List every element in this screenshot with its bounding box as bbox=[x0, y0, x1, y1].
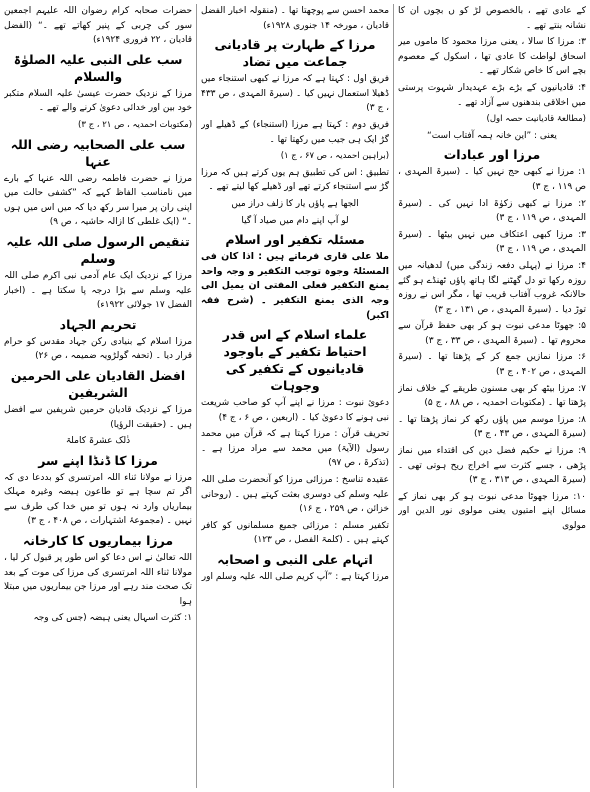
section-heading: تنقیص الرسول صلی اللہ علیہ وسلم bbox=[6, 233, 190, 266]
paragraph: تطبیق : اس کی تطبیق ہم یوں کرتے ہیں کہ مرزا گڑ سے استنجاء کرتے تھے اور ڈھیلے کھا لیتے تھے ۔ bbox=[201, 167, 390, 193]
paragraph: ۴: مرزا نے (پہلی دفعہ زندگی میں) لدھیانہ میں روزہ رکھا تو دل گھٹنے لگا ہاتھ پاؤں ٹھنڈے ہو گئے حالانکہ غروب آفتاب قریب تھا ، مگر اس نے روزہ توڑ دیا ۔ (سیرۃ المہدی ، ص ۱۳۱ ، ج ۳) bbox=[398, 260, 586, 315]
paragraph: الجھا ہے پاؤں یار کا زلف دراز میں bbox=[231, 198, 359, 209]
paragraph: دعوئ نبوت : مرزا نے اپنے آپ کو صاحب شریعت نبی ہونے کا دعویٰ کیا ۔ (اربعین ، ص ۶ ، ج ۴) bbox=[201, 398, 390, 423]
paragraph: ذٰلک عشرۃ کاملۃ bbox=[65, 436, 131, 447]
paragraph: مرزا کہتا ہے : ”آپ کریم صلی اللہ علیہ وسلم اور bbox=[201, 572, 390, 583]
paragraph: مرزا نے مولانا ثناء اللہ امرتسری کو بددعا دی کہ اگر تم سچا ہے تو طاعون ہیضہ وغیرہ مہلک بیماریاں وارد نہ ہوں تو میں خدا کی طرف سے نہیں ۔ (مجموعۂ اشتہارات ، ص ۴۰۸ ، ج ۳) bbox=[4, 472, 193, 527]
section-heading: مرزا کا ڈنڈا اپنے سر bbox=[38, 452, 158, 468]
paragraph: تکفیر مسلم : مرزائی جمیع مسلمانوں کو کافر کہتے ہیں ۔ (کلمۃ الفصل ، ص ۱۲۳) bbox=[201, 520, 390, 546]
paragraph: ۳: مرزا کبھی اعتکاف میں نہیں بیٹھا ۔ (سیرۃ المہدی ، ص ۱۱۹ ، ج ۳) bbox=[398, 229, 586, 255]
paragraph: ۱: مرزا نے کبھی حج نہیں کیا ۔ (سیرۃ المہدی ، ص ۱۱۹ ، ج ۳) bbox=[398, 167, 586, 192]
section-heading: مرزا اور عبادات bbox=[443, 147, 541, 163]
paragraph: ۵: جھوٹا مدعی نبوت ہو کر بھی حفظ قرآن سے محروم تھا ۔ (سیرۃ المہدی ، ص ۳۳ ، ج ۳) bbox=[398, 321, 586, 346]
section-heading: افضل القادیان علی الحرمین الشریفین bbox=[10, 367, 186, 400]
paragraph: محمد احسن سے پوچھتا تھا ۔ (منقولہ اخبار الفضل قادیان ، مورخہ ۱۴ جنوری ۱۹۲۸ء) bbox=[201, 6, 390, 31]
paragraph: ۴: قادیانیوں کے بڑے بڑے عہدیدار شہوت پرستی میں اخلاقی بندھنوں سے آزاد تھے ۔ bbox=[398, 82, 586, 108]
section-heading: سب علی النبی علیہ الصلوٰۃ والسلام bbox=[13, 51, 183, 84]
text-column-right bbox=[398, 4, 586, 788]
paragraph: ۳: مرزا کا سالا ، یعنی مرزا محمود کا ماموں میر اسحاق لواطت کا عادی تھا ، اسکول کے معصوم بچے اس کا خاص شکار تھے ۔ bbox=[398, 37, 586, 77]
paragraph: ۹: مرزا نے حکیم فضل دین کی اقتداء میں نماز پڑھی ، جسے کثرت سے اخراج ریح ہوتی تھی ۔ (سیرۃ المہدی ، ص ۳۱۳ ، ج ۳) bbox=[398, 446, 586, 486]
section-heading: اتہام علی النبی و اصحابہ bbox=[217, 552, 373, 568]
section-heading: تحریم الجہاد bbox=[59, 316, 137, 332]
column-divider bbox=[393, 4, 394, 788]
paragraph: تحریف قرآن : مرزا کہتا ہے کہ قرآن میں محمد رسول (الآیۃ) میں محمد سے مراد مرزا ہے ۔ (تذکرۃ ، ص ۹۷) bbox=[201, 429, 390, 469]
paragraph: مرزا کے نزدیک قادیان حرمین شریفین سے افضل ہیں ۔ (حقیقت الرؤیا) bbox=[4, 404, 193, 430]
paragraph: ۲: مرزا نے کبھی زکوٰۃ ادا نہیں کی ۔ (سیرۃ المہدی ، ص ۱۱۹ ، ج ۳) bbox=[398, 198, 586, 224]
paragraph: ۷: مرزا بیٹھ کر بھی مسنون طریقے کے خلاف نماز پڑھتا تھا ۔ (مکتوبات احمدیہ ، ص ۸۸ ، ج ۵) bbox=[398, 383, 586, 409]
section-heading: مسئلہ تکفیر اور اسلام bbox=[225, 232, 365, 248]
paragraph: (مطالعۂ قادیانیت حصہ اول) bbox=[486, 114, 586, 125]
paragraph: ۶: مرزا نمازیں جمع کر کے پڑھتا تھا ۔ (سیرۃ المہدی ، ص ۴۰۲ ، ج ۳) bbox=[398, 352, 586, 378]
paragraph: ۸: مرزا موسم میں پاؤں رکھ کر نماز پڑھتا تھا ۔ (سیرۃ المہدی ، ص ۴۳ ، ج ۳) bbox=[398, 414, 586, 440]
text-column-left bbox=[4, 4, 192, 788]
section-heading: مرزا کے طہارت پر قادیانی جماعت میں تضاد bbox=[214, 37, 376, 70]
paragraph: اللہ تعالیٰ نے اس دعا کو اس طور پر قبول کر لیا ، مولانا ثناء اللہ امرتسری کی مرزا کی موت کے بعد تک صحت مند رہے اور مرزا جن بیماریوں میں مبتلا ہوا bbox=[4, 553, 193, 607]
paragraph: ملا علی قاری فرماتے ہیں : اذا کان فی المسئلۃ وجوہ توجب التکفیر و وجہ واحد یمنع التکفیر فعلی المفتی ان یمیل الی وجہ الذی یمنع التکفیر ۔ (شرح فقہ اکبر) bbox=[201, 251, 390, 321]
section-heading: علماء اسلام کے اس قدر احتیاط تکفیر کے باوجود قادیانیوں کے تکفیر کی وجوہات bbox=[222, 327, 368, 394]
paragraph: (مکتوبات احمدیہ ، ص ۲۱ ، ج ۳) bbox=[77, 119, 193, 130]
paragraph: مرزا کے نزدیک حضرت عیسیٰ علیہ السلام متکبر خود بین اور خدائی دعویٰ کرنے والے تھے ۔ bbox=[4, 88, 193, 114]
paragraph: عقیدہ تناسخ : مرزائی مرزا کو آنحضرت صلی اللہ علیہ وسلم کی دوسری بعثت کہتے ہیں ۔ (روحانی خزائن ، ص ۲۵۹ ، ج ۱۶) bbox=[201, 475, 390, 515]
section-heading: مرزا بیماریوں کا کارخانہ bbox=[22, 533, 174, 549]
paragraph: فریق اول : کہتا ہے کہ مرزا نے کبھی استنجاء میں ڈھیلا استعمال نہیں کیا ۔ (سیرۃ المہدی ، ص ۴۳۳ ، ج ۳) bbox=[201, 74, 390, 114]
paragraph: حضرات صحابہ کرام رضوان اللہ علیہم اجمعین سور کی چربی کے پنیر کھاتے تھے ۔“ (الفضل قادیان ، ۲۲ فروری ۱۹۲۴ء) bbox=[4, 6, 193, 46]
paragraph: مرزا کے نزدیک ایک عام آدمی نبی اکرم صلی اللہ علیہ وسلم سے بڑا درجہ پا سکتا ہے ۔ (اخبار الفضل ۱۷ جولائی ۱۹۲۲ء) bbox=[4, 270, 193, 311]
section-heading: سب علی الصحابیہ رضی اللہ عنہا bbox=[10, 136, 186, 169]
paragraph: ۱۰: مرزا جھوٹا مدعی نبوت ہو کر بھی نماز کے مسائل اپنے امتیوں یعنی مولوی نور الدین اور مولوی bbox=[398, 491, 586, 531]
text-column-middle bbox=[201, 4, 389, 788]
paragraph: مرزا نے حضرت فاطمہ رضی اللہ عنہا کے بارے میں نامناسب الفاظ کہے کہ ”کشفی حالت میں اپنی ران پر میرا سر رکھ دیا کہ میں اس میں ہوں ۔“ (ایک غلطی کا ازالہ حاشیہ ، ص ۹) bbox=[4, 173, 193, 228]
paragraph: ۱: کثرت اسہال یعنی ہیضہ (جس کی وجہ bbox=[33, 613, 193, 624]
paragraph: مرزا اسلام کے بنیادی رکن جہاد مقدس کو حرام قرار دیا ۔ (تحفہ گولڑویہ ضمیمہ ، ص ۲۶) bbox=[4, 336, 193, 362]
column-divider bbox=[196, 4, 197, 788]
paragraph: کے عادی تھے ، بالخصوص لڑ کو ں بچوں ان کا نشانہ بنتے تھے ۔ bbox=[398, 6, 586, 31]
paragraph: (براہین احمدیہ ، ص ۶۷ ، ج ۱) bbox=[280, 151, 390, 162]
paragraph: فریق دوم : کہتا ہے مرزا (استنجاء) کے ڈھیلے اور گڑ ایک ہی جیب میں رکھتا تھا ۔ bbox=[201, 119, 390, 145]
paragraph: لو آپ اپنے دام میں صیاد آ گیا bbox=[241, 215, 349, 226]
paragraph: یعنی : ”این خانہ ہمہ آفتاب است“ bbox=[427, 130, 557, 141]
